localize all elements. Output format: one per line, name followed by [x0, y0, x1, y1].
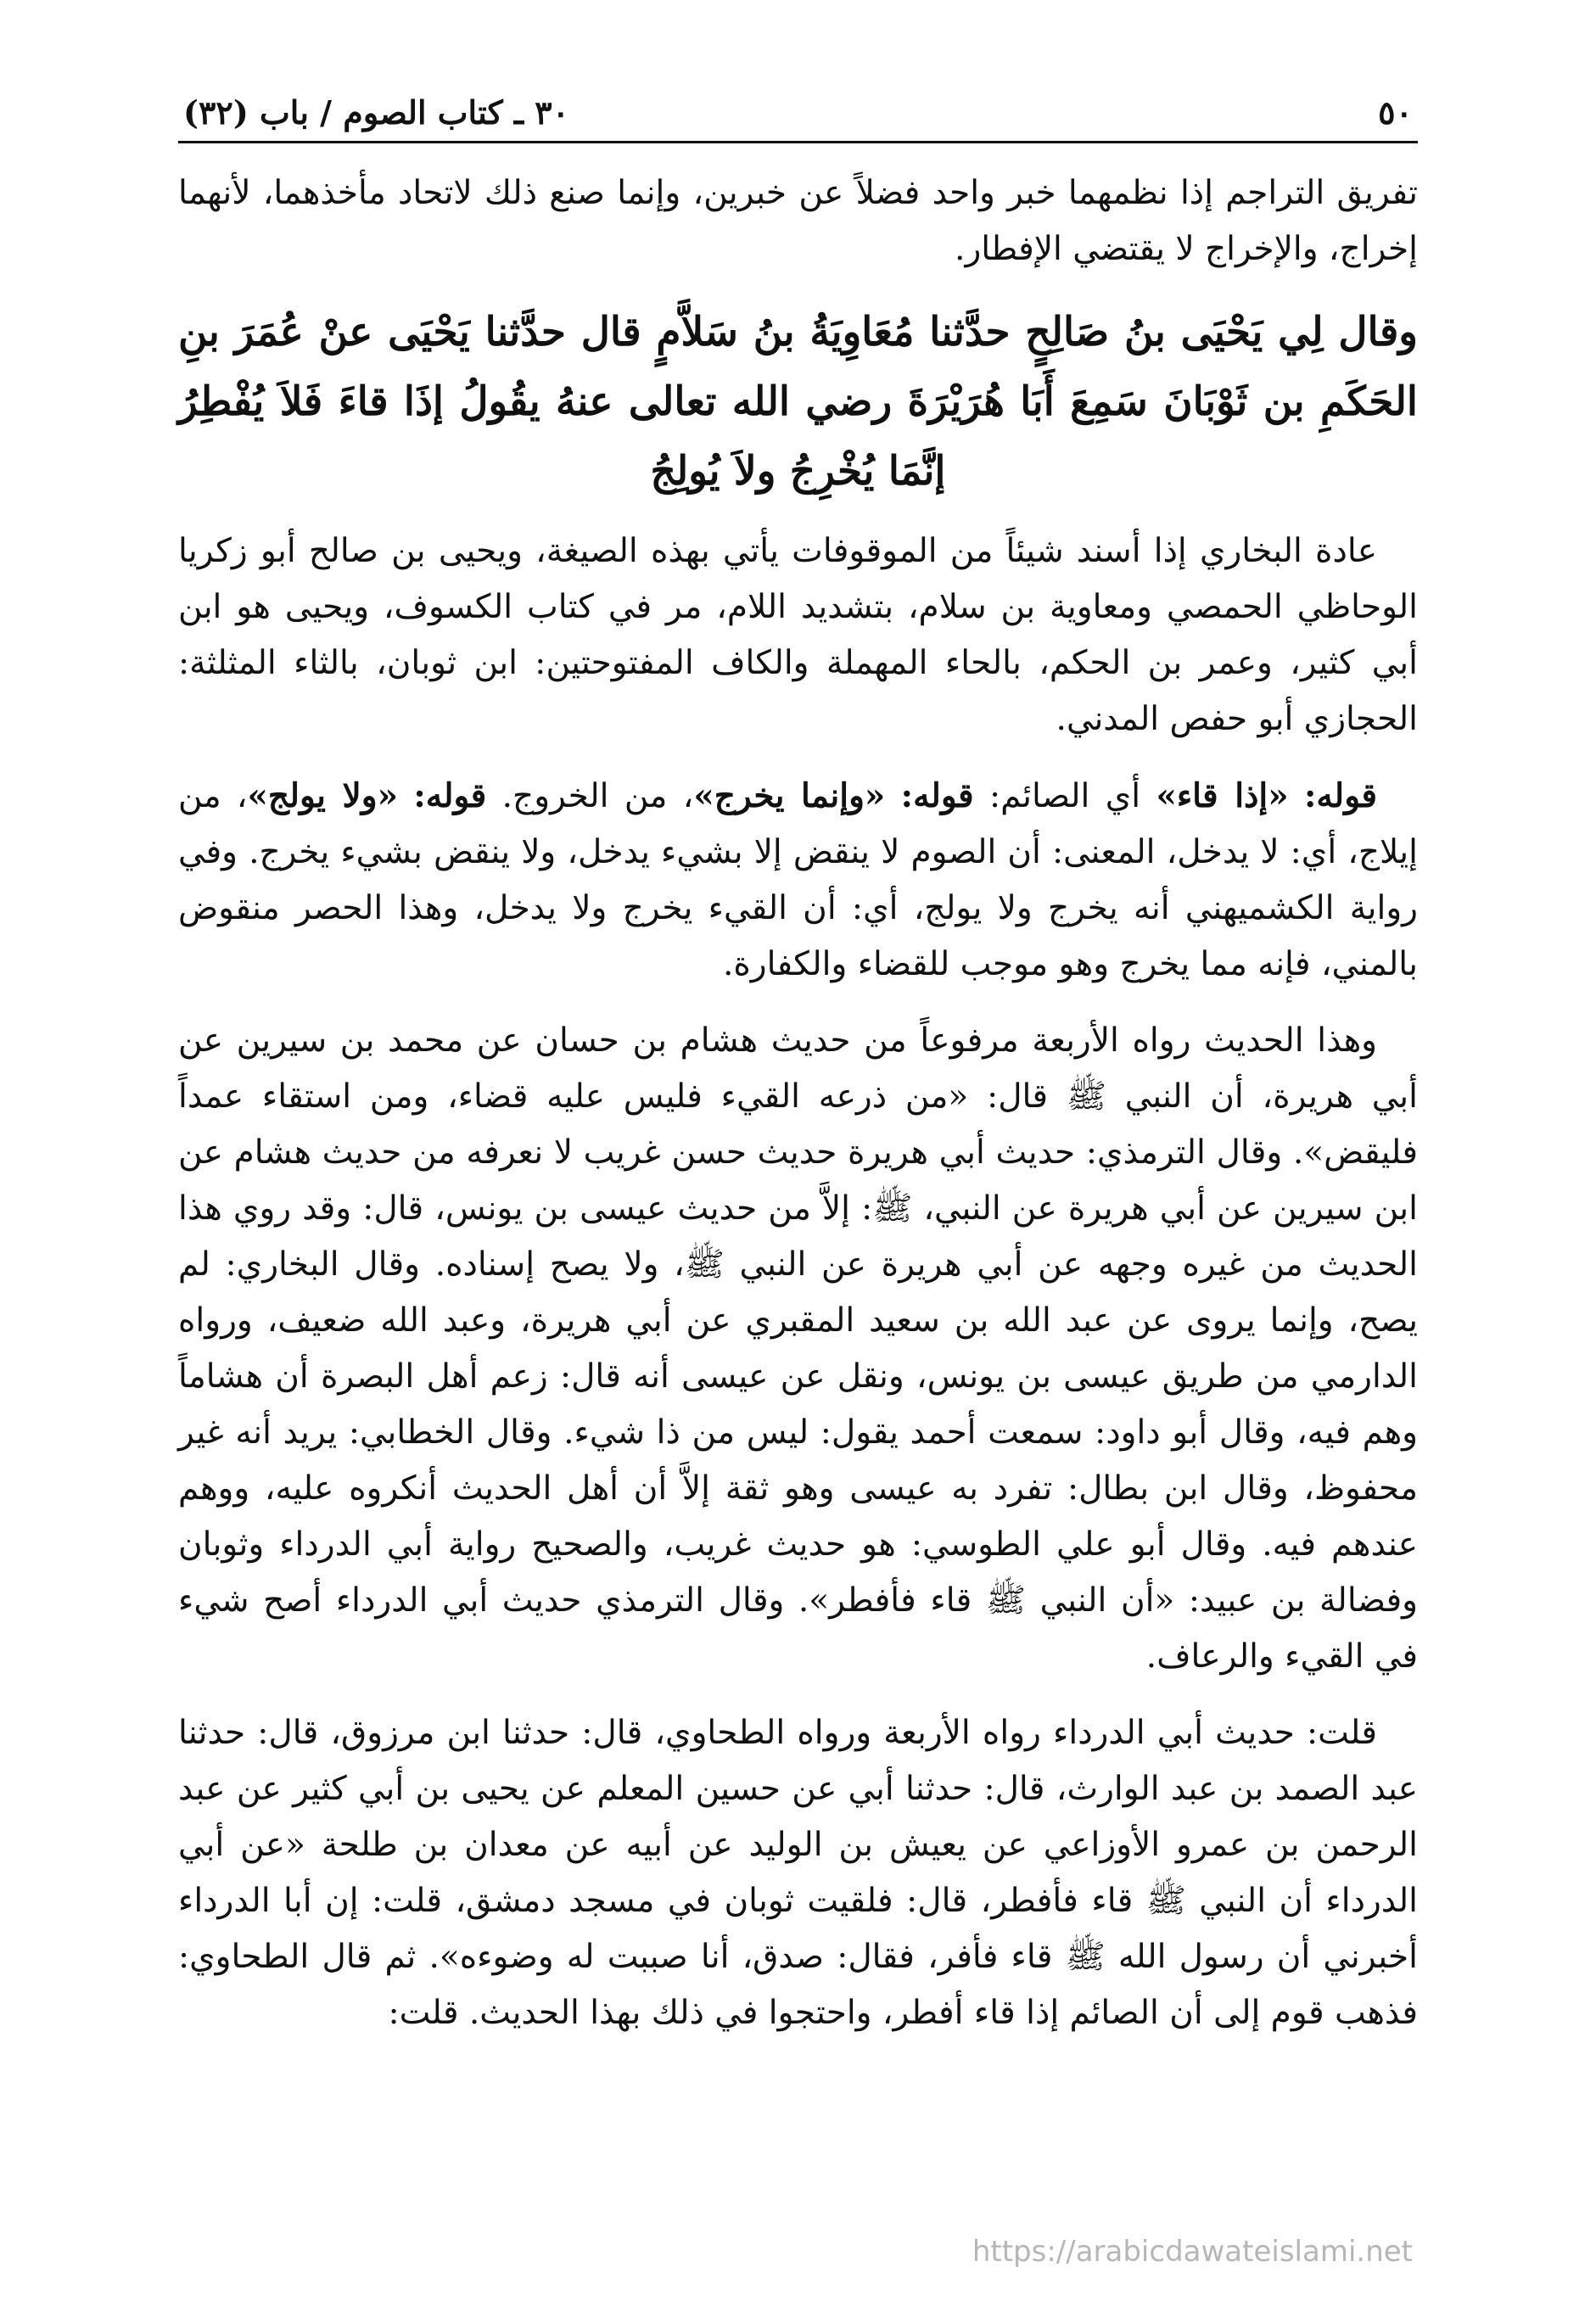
quote-label-2: قوله:: [900, 775, 974, 815]
paragraph-3: [178, 768, 1418, 993]
quote-text-2: ، من الخروج.: [486, 776, 694, 815]
paragraph-1: تفريق التراجم إذا نظمهما خبر واحد فضلاً عن خبرين، وإنما صنع ذلك لاتحاد مأخذهما، لأنهما إخراج، والإخراج لا يقتضي الإفطار.: [178, 173, 1418, 268]
paragraph-4: وهذا الحديث رواه الأربعة مرفوعاً من حديث هشام بن حسان عن محمد بن سيرين عن أبي هريرة، أن النبي ﷺ قال: «من ذرعه القيء فليس عليه قضاء، ومن استقاء عمداً فليقض». وقال الترمذي: حديث أبي هريرة حديث حسن غريب لا نعرفه من حديث هشام عن ابن سيرين عن أبي هريرة عن النبي، ﷺ: إلاَّ من حديث عيسى بن يونس، قال: وقد روي هذا الحديث من غيره وجهه عن أبي هريرة عن النبي ﷺ، ولا يصح إسناده. وقال البخاري: لم يصح، وإنما يروى عن عبد الله بن سعيد المقبري عن أبي هريرة، وعبد الله ضعيف، ورواه الدارمي من طريق عيسى بن يونس، ونقل عن عيسى أنه قال: زعم أهل البصرة أن هشاماً وهم فيه، وقال أبو داود: سمعت أحمد يقول: ليس من ذا شيء. وقال الخطابي: يريد أنه غير محفوظ، وقال ابن بطال: تفرد به عيسى وهو ثقة إلاَّ أن أهل الحديث أنكروه عليه، ووهم عندهم فيه. وقال أبو علي الطوسي: هو حديث غريب، والصحيح رواية أبي الدرداء وثوبان وفضالة بن عبيد: «أن النبي ﷺ قاء فأفطر». وقال الترمذي حديث أبي الدرداء أصح شيء في القيء والرعاف.: [178, 1021, 1418, 1676]
header-rule: [178, 141, 1418, 143]
paragraph-2: عادة البخاري إذا أسند شيئاً من الموقوفات يأتي بهذه الصيغة، ويحيى بن صالح أبو زكريا الوحاظي الحمصي ومعاوية بن سلام، بتشديد اللام، مر في كتاب الكسوف، ويحيى هو ابن أبي كثير، وعمر بن الحكم، بالحاء المهملة والكاف المفتوحتين: ابن ثوبان، بالثاء المثلثة: الحجازي أبو حفص المدني.: [178, 531, 1418, 738]
quote-2: «وإنما يخرج»: [693, 775, 886, 815]
running-title: ٣٠ ـ كتاب الصوم / باب (٣٢): [183, 93, 570, 132]
quote-label-1: قوله:: [1304, 775, 1377, 815]
paragraph-5: قلت: حديث أبي الدرداء رواه الأربعة ورواه الطحاوي، قال: حدثنا ابن مرزوق، قال: حدثنا عبد الصمد بن عبد الوارث، قال: حدثنا أبي عن حسين المعلم عن يحيى بن أبي كثير عن عبد الرحمن بن عمرو الأوزاعي عن يعيش بن الوليد عن أبيه عن معدان بن طلحة «عن أبي الدرداء أن النبي ﷺ قاء فأفطر، قال: فلقيت ثوبان في مسجد دمشق، قلت: إن أبا الدرداء أخبرني أن رسول الله ﷺ قاء فأفر، فقال: صدق، أنا صببت له وضوءه». ثم قال الطحاوي: فذهب قوم إلى أن الصائم إذا قاء أفطر، واحتجوا في ذلك بهذا الحديث. قلت:: [178, 1713, 1419, 2032]
quote-3: «ولا يولج»: [247, 775, 398, 815]
watermark-url: https://arabicdawateislami.net: [972, 2235, 1413, 2269]
page-number: ٥٠: [1378, 93, 1413, 132]
quote-label-3: قوله:: [413, 775, 487, 815]
quote-text-1: أي الصائم:: [973, 776, 1156, 815]
hadith-text: وقال لِي يَحْيَى بنُ صَالِحٍ حدَّثنا مُعَاوِيَةُ بنُ سَلاَّمٍ قال حدَّثنا يَحْيَى عنْ عُمَرَ بنِ الحَكَمِ بن ثَوْبَانَ سَمِعَ أَبَا هُرَيْرَةَ رضي الله تعالى عنهُ يقُولُ إذَا قاءَ فَلاَ يُفْطِرُ إنَّمَا يُخْرِجُ ولاَ يُولِجُ: [178, 308, 1418, 495]
paragraph-3-rest: ، من إيلاج، أي: لا يدخل، المعنى: أن الصوم لا ينقض إلا بشيء يدخل، ولا ينقض بشيء يخرج. وفي رواية الكشميهني أنه يخرج ولا يولج، أي: أن القيء يخرج ولا يدخل، وهذا الحصر منقوض بالمني، فإنه مما يخرج وهو موجب للقضاء والكفارة.: [178, 776, 1418, 983]
page-header: [178, 93, 1418, 141]
quote-1: «إذا قاء»: [1156, 775, 1289, 815]
